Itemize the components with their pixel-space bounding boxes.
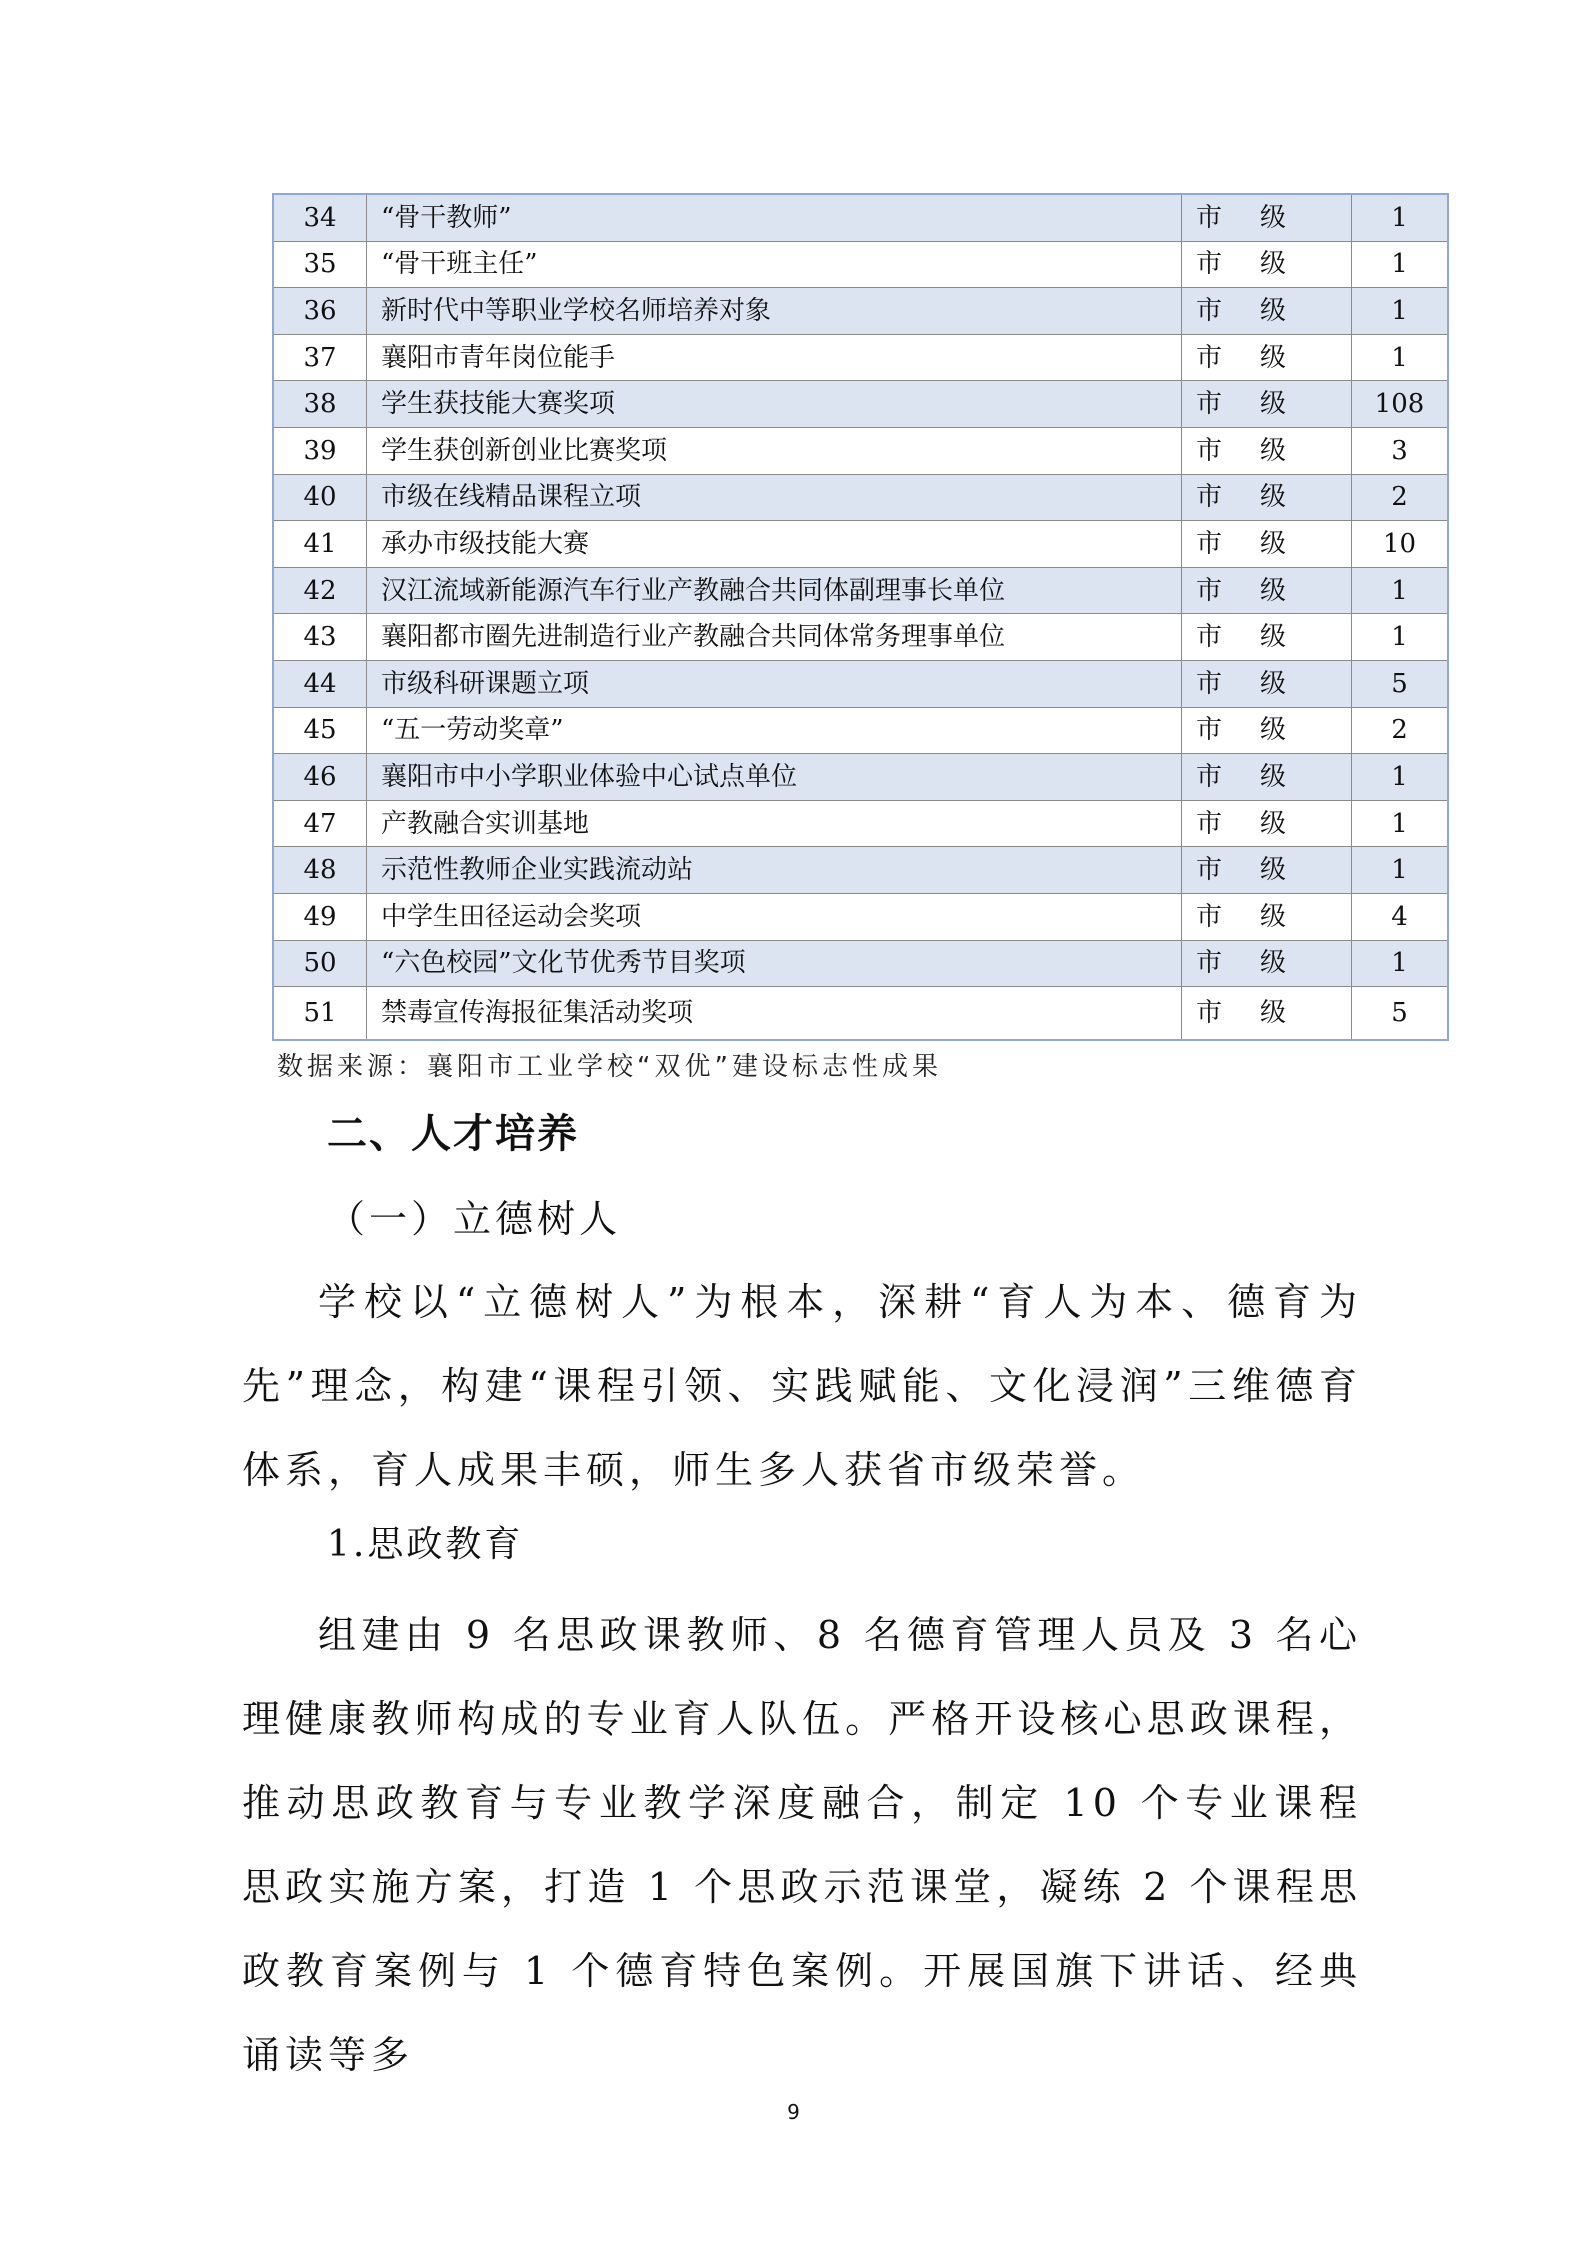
award-level: 市级 <box>1182 707 1352 754</box>
table-row <box>273 707 1448 754</box>
row-number: 42 <box>273 567 367 614</box>
table-row <box>273 660 1448 707</box>
table-row <box>273 521 1448 568</box>
award-count: 5 <box>1352 660 1449 707</box>
row-number: 37 <box>273 334 367 381</box>
award-name: 学生获创新创业比赛奖项 <box>367 427 1182 474</box>
award-level: 市级 <box>1182 987 1352 1041</box>
row-number: 35 <box>273 241 367 288</box>
table-body <box>273 194 1448 1040</box>
award-level: 市级 <box>1182 241 1352 288</box>
award-level: 市级 <box>1182 521 1352 568</box>
award-count: 1 <box>1352 800 1449 847</box>
row-number: 44 <box>273 660 367 707</box>
paragraph-1: 学校以“立德树人”为根本，深耕“育人为本、德育为先”理念，构建“课程引领、实践赋能、文化浸润”三维德育体系，育人成果丰硕，师生多人获省市级荣誉。 <box>242 1280 1362 1492</box>
award-level: 市级 <box>1182 754 1352 801</box>
table-row <box>273 987 1448 1041</box>
table-row <box>273 940 1448 987</box>
paragraph-2: 组建由 9 名思政课教师、8 名德育管理人员及 3 名心理健康教师构成的专业育人队伍。严格开设核心思政课程，推动思政教育与专业教学深度融合，制定 10 个专业课程思政实施方案，打造 1 个思政示范课堂，凝练 2 个课程思政教育案例与 1 个德育特色案例。开展国旗下讲话、经典诵读等多 <box>242 1613 1362 2077</box>
award-count: 2 <box>1352 474 1449 521</box>
award-name: 襄阳市中小学职业体验中心试点单位 <box>367 754 1182 801</box>
table-row <box>273 288 1448 335</box>
section-heading: 二、人才培养 <box>327 1111 579 1157</box>
row-number: 48 <box>273 847 367 894</box>
row-number: 51 <box>273 987 367 1041</box>
award-count: 1 <box>1352 754 1449 801</box>
award-name: “六色校园”文化节优秀节目奖项 <box>367 940 1182 987</box>
table-row <box>273 241 1448 288</box>
row-number: 41 <box>273 521 367 568</box>
award-count: 2 <box>1352 707 1449 754</box>
awards-table <box>272 193 1449 1041</box>
row-number: 46 <box>273 754 367 801</box>
award-level: 市级 <box>1182 474 1352 521</box>
award-level: 市级 <box>1182 800 1352 847</box>
page-number: 9 <box>787 2100 800 2124</box>
award-count: 1 <box>1352 567 1449 614</box>
award-count: 10 <box>1352 521 1449 568</box>
award-count: 3 <box>1352 427 1449 474</box>
award-level: 市级 <box>1182 334 1352 381</box>
award-count: 1 <box>1352 940 1449 987</box>
award-name: 禁毒宣传海报征集活动奖项 <box>367 987 1182 1041</box>
award-name: 承办市级技能大赛 <box>367 521 1182 568</box>
row-number: 38 <box>273 381 367 428</box>
data-source-note: 数据来源：襄阳市工业学校“双优”建设标志性成果 <box>277 1052 942 1082</box>
award-name: “五一劳动奖章” <box>367 707 1182 754</box>
row-number: 40 <box>273 474 367 521</box>
subsection-heading: （一）立德树人 <box>327 1197 622 1241</box>
item-heading: 1.思政教育 <box>327 1524 524 1565</box>
award-count: 1 <box>1352 847 1449 894</box>
award-level: 市级 <box>1182 567 1352 614</box>
award-name: 市级在线精品课程立项 <box>367 474 1182 521</box>
table-row <box>273 474 1448 521</box>
award-count: 1 <box>1352 241 1449 288</box>
award-level: 市级 <box>1182 614 1352 661</box>
award-count: 1 <box>1352 334 1449 381</box>
award-count: 1 <box>1352 288 1449 335</box>
award-count: 1 <box>1352 614 1449 661</box>
award-name: 汉江流域新能源汽车行业产教融合共同体副理事长单位 <box>367 567 1182 614</box>
table-row <box>273 427 1448 474</box>
award-name: 学生获技能大赛奖项 <box>367 381 1182 428</box>
award-name: “骨干班主任” <box>367 241 1182 288</box>
row-number: 47 <box>273 800 367 847</box>
award-level: 市级 <box>1182 427 1352 474</box>
award-name: 示范性教师企业实践流动站 <box>367 847 1182 894</box>
row-number: 45 <box>273 707 367 754</box>
table-row <box>273 800 1448 847</box>
row-number: 36 <box>273 288 367 335</box>
table-row <box>273 754 1448 801</box>
row-number: 34 <box>273 194 367 241</box>
award-level: 市级 <box>1182 660 1352 707</box>
row-number: 39 <box>273 427 367 474</box>
table-row <box>273 614 1448 661</box>
row-number: 43 <box>273 614 367 661</box>
table-row <box>273 381 1448 428</box>
award-count: 5 <box>1352 987 1449 1041</box>
table-row <box>273 893 1448 940</box>
award-name: 襄阳都市圈先进制造行业产教融合共同体常务理事单位 <box>367 614 1182 661</box>
award-name: 市级科研课题立项 <box>367 660 1182 707</box>
table-row <box>273 567 1448 614</box>
table-row <box>273 334 1448 381</box>
row-number: 49 <box>273 893 367 940</box>
award-level: 市级 <box>1182 940 1352 987</box>
award-name: 新时代中等职业学校名师培养对象 <box>367 288 1182 335</box>
award-level: 市级 <box>1182 288 1352 335</box>
award-level: 市级 <box>1182 893 1352 940</box>
row-number: 50 <box>273 940 367 987</box>
award-level: 市级 <box>1182 381 1352 428</box>
award-count: 108 <box>1352 381 1449 428</box>
table-row <box>273 194 1448 241</box>
award-count: 4 <box>1352 893 1449 940</box>
table-row <box>273 847 1448 894</box>
award-name: 襄阳市青年岗位能手 <box>367 334 1182 381</box>
award-count: 1 <box>1352 194 1449 241</box>
award-name: 中学生田径运动会奖项 <box>367 893 1182 940</box>
award-level: 市级 <box>1182 194 1352 241</box>
award-name: “骨干教师” <box>367 194 1182 241</box>
award-name: 产教融合实训基地 <box>367 800 1182 847</box>
award-level: 市级 <box>1182 847 1352 894</box>
